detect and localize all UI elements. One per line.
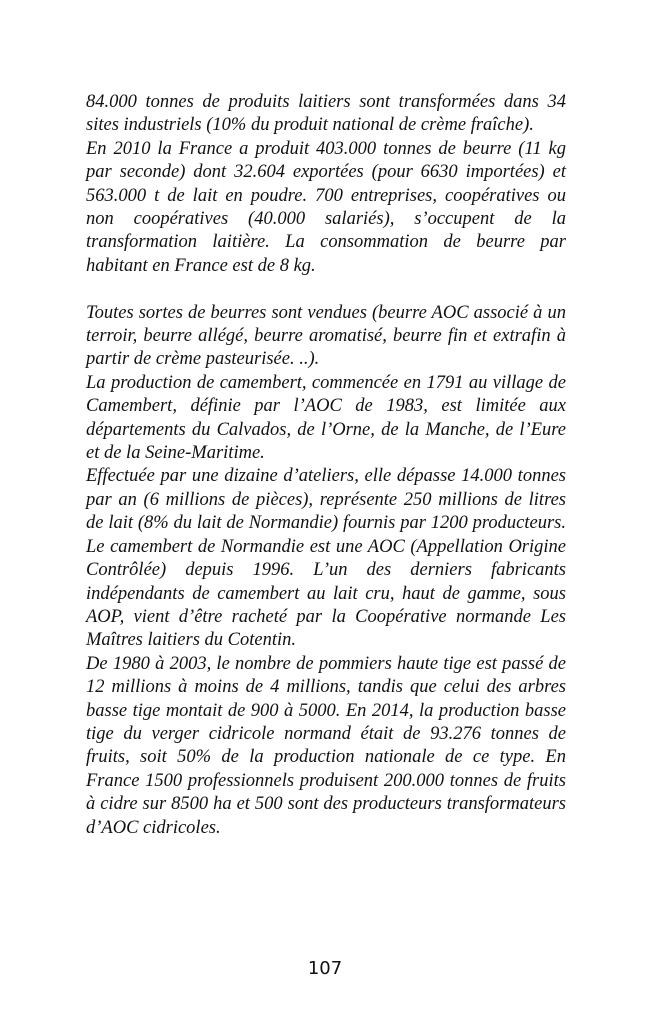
- paragraph-butter-production: En 2010 la France a produit 403.000 tonnes de beurre (11 kg par seconde) dont 32.604 exportées (pour 6630 importées) et 563.000 t de lait en poudre. 700 entreprises, coopératives ou non coopératives (40.000 salariés), s’occupent de la transformation laitière. La consommation de beurre par habitant en France est de 8 kg.: [86, 138, 566, 276]
- paragraph-spacer: [86, 278, 566, 301]
- paragraph-dairy-sites: 84.000 tonnes de produits laitiers sont transformées dans 34 sites industriels (10% du produit national de crème fraîche).: [86, 92, 566, 136]
- paragraph-butter-types: Toutes sortes de beurres sont vendues (beurre AOC associé à un terroir, beurre allégé, beurre aromatisé, beurre fin et extrafin à partir de crème pasteurisée. ..).: [86, 302, 566, 370]
- page-body: [86, 91, 566, 840]
- paragraph-apple-orchards: De 1980 à 2003, le nombre de pommiers haute tige est passé de 12 millions à moins de 4 millions, tandis que celui des arbres basse tige montait de 900 à 5000. En 2014, la production basse tige du verger cidricole normand était de 93.276 tonnes de fruits, soit 50% de la production nationale de ce type. En France 1500 professionnels produisent 200.000 tonnes de fruits à cidre sur 8500 ha et 500 sont des producteurs transformateurs d’AOC cidricoles.: [86, 653, 566, 838]
- page-number: 107: [307, 958, 343, 979]
- paragraph-camembert-origin: La production de camembert, commencée en 1791 au village de Camembert, définie par l’AOC de 1983, est limitée aux départements du Calvados, de l’Orne, de la Manche, de l’Eure et de la Seine-Maritime.: [86, 372, 566, 464]
- paragraph-camembert-production: Effectuée par une dizaine d’ateliers, elle dépasse 14.000 tonnes par an (6 millions de pièces), représente 250 millions de litres de lait (8% du lait de Normandie) fournis par 1200 producteurs. Le camembert de Normandie est une AOC (Appellation Origine Contrôlée) depuis 1996. L’un des derniers fabricants indépendants de camembert au lait cru, haut de gamme, sous AOP, vient d’être racheté par la Coopérative normande Les Maîtres laitiers du Cotentin.: [86, 466, 566, 651]
